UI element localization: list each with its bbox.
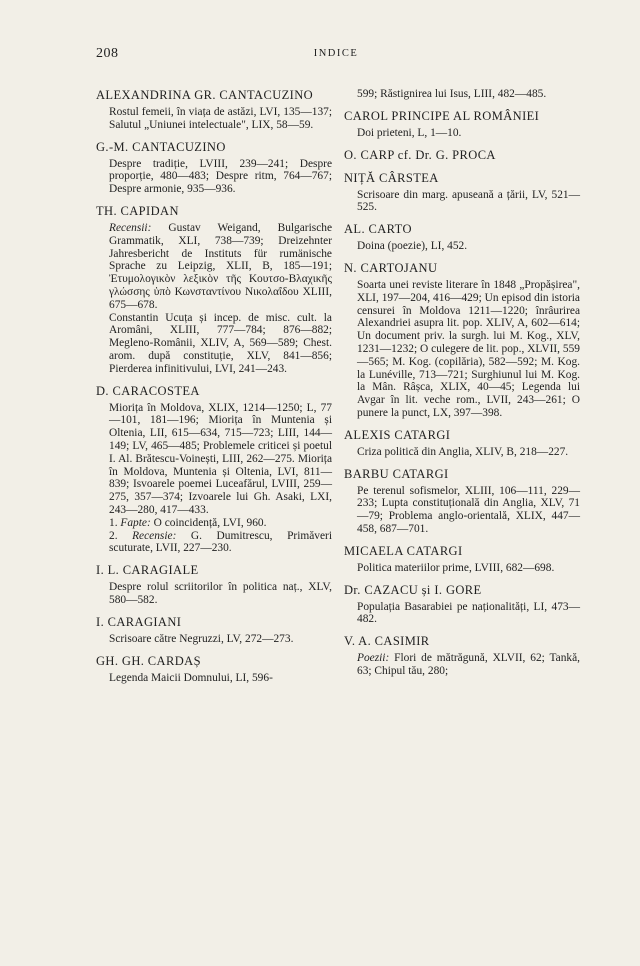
index-entry — [96, 654, 332, 685]
entry-text: Criza politică din Anglia, XLIV, B, 218—227. — [357, 445, 569, 458]
author-name: V. A. CASIMIR — [344, 634, 430, 649]
entry-label: Recensie: — [132, 529, 177, 542]
author-name: D. CARACOSTEA — [96, 383, 200, 398]
author-name: O. CARP cf. Dr. G. PROCA — [344, 147, 496, 162]
entry-paragraph — [109, 581, 332, 607]
entry-body — [344, 240, 580, 253]
index-entry — [344, 171, 580, 215]
entry-text: Doina (poezie), LI, 452. — [357, 240, 468, 253]
entry-text: Scrisoare din marg. apuseană a țării, LV, 521—525. — [357, 188, 580, 214]
entry-text: Scrisoare către Negruzzi, LV, 272—273. — [109, 632, 294, 645]
entry-body — [344, 562, 580, 575]
index-entry — [96, 615, 332, 646]
entry-label: Fapte: — [120, 516, 151, 529]
author-name: BARBU CATARGI — [344, 466, 449, 481]
entry-paragraph — [357, 485, 580, 536]
entry-text: Rostul femeii, în viața de astăzi, LVI, 135—137; Salutul „Uniunei intelectuale", LIX, 58—59. — [109, 106, 332, 131]
entry-text: Despre tradiție, LVIII, 239—241; Despre proporție, 480—483; Despre ritm, 764—767; Despre armonie, 935—936. — [109, 157, 332, 196]
index-entry — [96, 204, 332, 376]
running-title: INDICE — [313, 48, 359, 59]
entry-paragraph — [357, 562, 580, 575]
index-entry — [344, 88, 580, 101]
left-column — [96, 88, 332, 692]
entry-paragraph — [109, 106, 332, 132]
entry-text: G. Dumitrescu, Primăveri scuturate, LVII, 227—230. — [109, 529, 332, 555]
entry-body — [344, 88, 580, 101]
index-entry — [96, 384, 332, 556]
index-entry — [96, 140, 332, 196]
index-entry — [344, 261, 580, 420]
author-name: Dr. CAZACU și I. GORE — [344, 582, 482, 597]
entry-paragraph — [109, 402, 332, 517]
entry-label: Recensii: — [109, 221, 152, 234]
index-entry — [344, 467, 580, 536]
entry-paragraph — [357, 601, 580, 627]
entry-paragraph — [357, 446, 580, 459]
entry-paragraph — [109, 672, 332, 685]
index-entry — [344, 109, 580, 140]
author-name: GH. GH. CARDAȘ — [96, 653, 201, 668]
index-entry — [344, 634, 580, 678]
entry-text: Flori de mătrăgună, XLVII, 62; Tankă, 63; Chipul tău, 280; — [357, 652, 580, 677]
entry-body — [344, 279, 580, 420]
author-name: G.-M. CANTACUZINO — [96, 139, 226, 154]
entry-body — [344, 189, 580, 215]
entry-body — [344, 652, 580, 678]
entry-body — [344, 446, 580, 459]
author-name: TH. CAPIDAN — [96, 203, 179, 218]
entry-text: 599; Răstignirea lui Isus, LIII, 482—485. — [357, 88, 547, 100]
entry-body — [344, 601, 580, 627]
item-number: 2. — [109, 529, 118, 542]
author-name: ALEXANDRINA GR. CANTACUZINO — [96, 88, 314, 102]
entry-text: Soarta unei reviste literare în 1848 „Propășirea", XLI, 197—204, 416—429; Un episod din istoria censurei în Moldova 1211—1220; înrâurirea Alexandriei asupra lit. pop. XLIV, A, 602—614; Un document priv. la surgh. lui M. Kog., XLV, 1231—1232; O culegere de lit. pop., XLVII, 559—565; M. Kog. (copilăria), 582—592; M. Kog. la Lunéville, 713—721; Surghiunul lui M. Kog. la Mân. Râșca, XLIX, 40—45; Legenda lui Avgar în lit. veche rom., LVII, 243—261; O punere la punct, LX, 397—398. — [357, 278, 580, 419]
entry-text: Politica materiilor prime, LVIII, 682—698. — [357, 561, 555, 574]
index-entry — [344, 544, 580, 575]
entry-body — [344, 485, 580, 536]
numbered-item — [96, 517, 332, 530]
entry-text: Miorița în Moldova, XLIX, 1214—1250; L, 77—101, 181—196; Miorița în Muntenia și Oltenia, LII, 615—634, 715—723; LIII, 144—149; LV, 465—485; Problemele criticei și poetul I. Al. Brătescu-Voinești, LIII, 262—275. Miorița în Moldova, Muntenia și Oltenia, LVI, 811—839; Isvoarele poemei Luceafărul, LVIII, 259—275, 357—374; Izvoarele lui Gh. Asaki, LXI, 243—280, 417—433. — [109, 401, 332, 516]
entry-paragraph — [357, 189, 580, 215]
entry-paragraph — [357, 240, 580, 253]
entry-body — [96, 222, 332, 376]
entry-text: Despre rolul scriitorilor în politica naț., XLV, 580—582. — [109, 581, 332, 606]
entry-text: Gustav Weigand, Bulgarische Grammatik, XLI, 738—739; Dreizehnter Jahresbericht de Instituts für rumänische Sprache zu Leipzig, XLII, B, 185—191; Ἐτυμολογικὸν λεξικὸν τῆς Κουτσο-Βλαχικῆς γλώσσης ὑπὸ Κωνσταντίνου Νικολαΐδου XLIII, 675—678. — [109, 221, 332, 311]
entry-body — [96, 106, 332, 132]
author-name: CAROL PRINCIPE AL ROMÂNIEI — [344, 108, 540, 123]
author-name: NIȚĂ CÂRSTEA — [344, 170, 439, 185]
item-number: 1. — [109, 516, 118, 529]
index-entry — [344, 222, 580, 253]
author-name: MICAELA CATARGI — [344, 543, 463, 558]
entry-paragraph — [109, 633, 332, 646]
entry-body — [344, 127, 580, 140]
entry-text: Legenda Maicii Domnului, LI, 596- — [109, 671, 273, 684]
entry-paragraph — [109, 158, 332, 196]
author-name: I. L. CARAGIALE — [96, 563, 199, 578]
entry-paragraph — [357, 279, 580, 420]
entry-paragraph — [109, 312, 332, 376]
entry-label: Poezii: — [357, 652, 390, 665]
index-entry — [344, 583, 580, 627]
author-name: ALEXIS CATARGI — [344, 427, 451, 442]
entry-body — [96, 633, 332, 646]
entry-paragraph — [357, 652, 580, 678]
entry-text: Pe terenul sofismelor, XLIII, 106—111, 229—233; Lupta constituțională din Anglia, XLV, 71—79; Problema anglo-orientală, XLIX, 447—458, 687—701. — [357, 484, 580, 535]
entry-paragraph — [357, 127, 580, 140]
right-column — [344, 88, 580, 686]
author-name: AL. CARTO — [344, 222, 412, 237]
author-name: I. CARAGIANI — [96, 614, 182, 629]
entry-body — [96, 402, 332, 517]
entry-body — [96, 581, 332, 607]
entry-text: Constantin Ucuța și incep. de misc. cult. la Aromâni, XLIII, 777—784; 876—882; Megleno-Românii, XLIV, A, 569—589; Chest. arom. după constituție, XLV, 841—856; Pierderea infinitivului, LVI, 241—243. — [109, 311, 332, 375]
page-number: 208 — [96, 46, 119, 61]
entry-body — [96, 158, 332, 196]
entry-paragraph — [357, 88, 580, 101]
index-entry — [96, 88, 332, 132]
entry-body — [96, 672, 332, 685]
entry-text: O coincidență, LVI, 960. — [150, 516, 267, 529]
entry-text: Populația Basarabiei pe naționalități, LI, 473—482. — [357, 600, 580, 626]
entry-text: Doi prieteni, L, 1—10. — [357, 126, 462, 139]
index-entry — [344, 148, 580, 163]
author-name: N. CARTOJANU — [344, 260, 438, 275]
index-entry — [344, 428, 580, 459]
index-entry — [96, 563, 332, 607]
page-header — [96, 46, 576, 66]
entry-paragraph — [109, 222, 332, 312]
numbered-item — [96, 530, 332, 556]
